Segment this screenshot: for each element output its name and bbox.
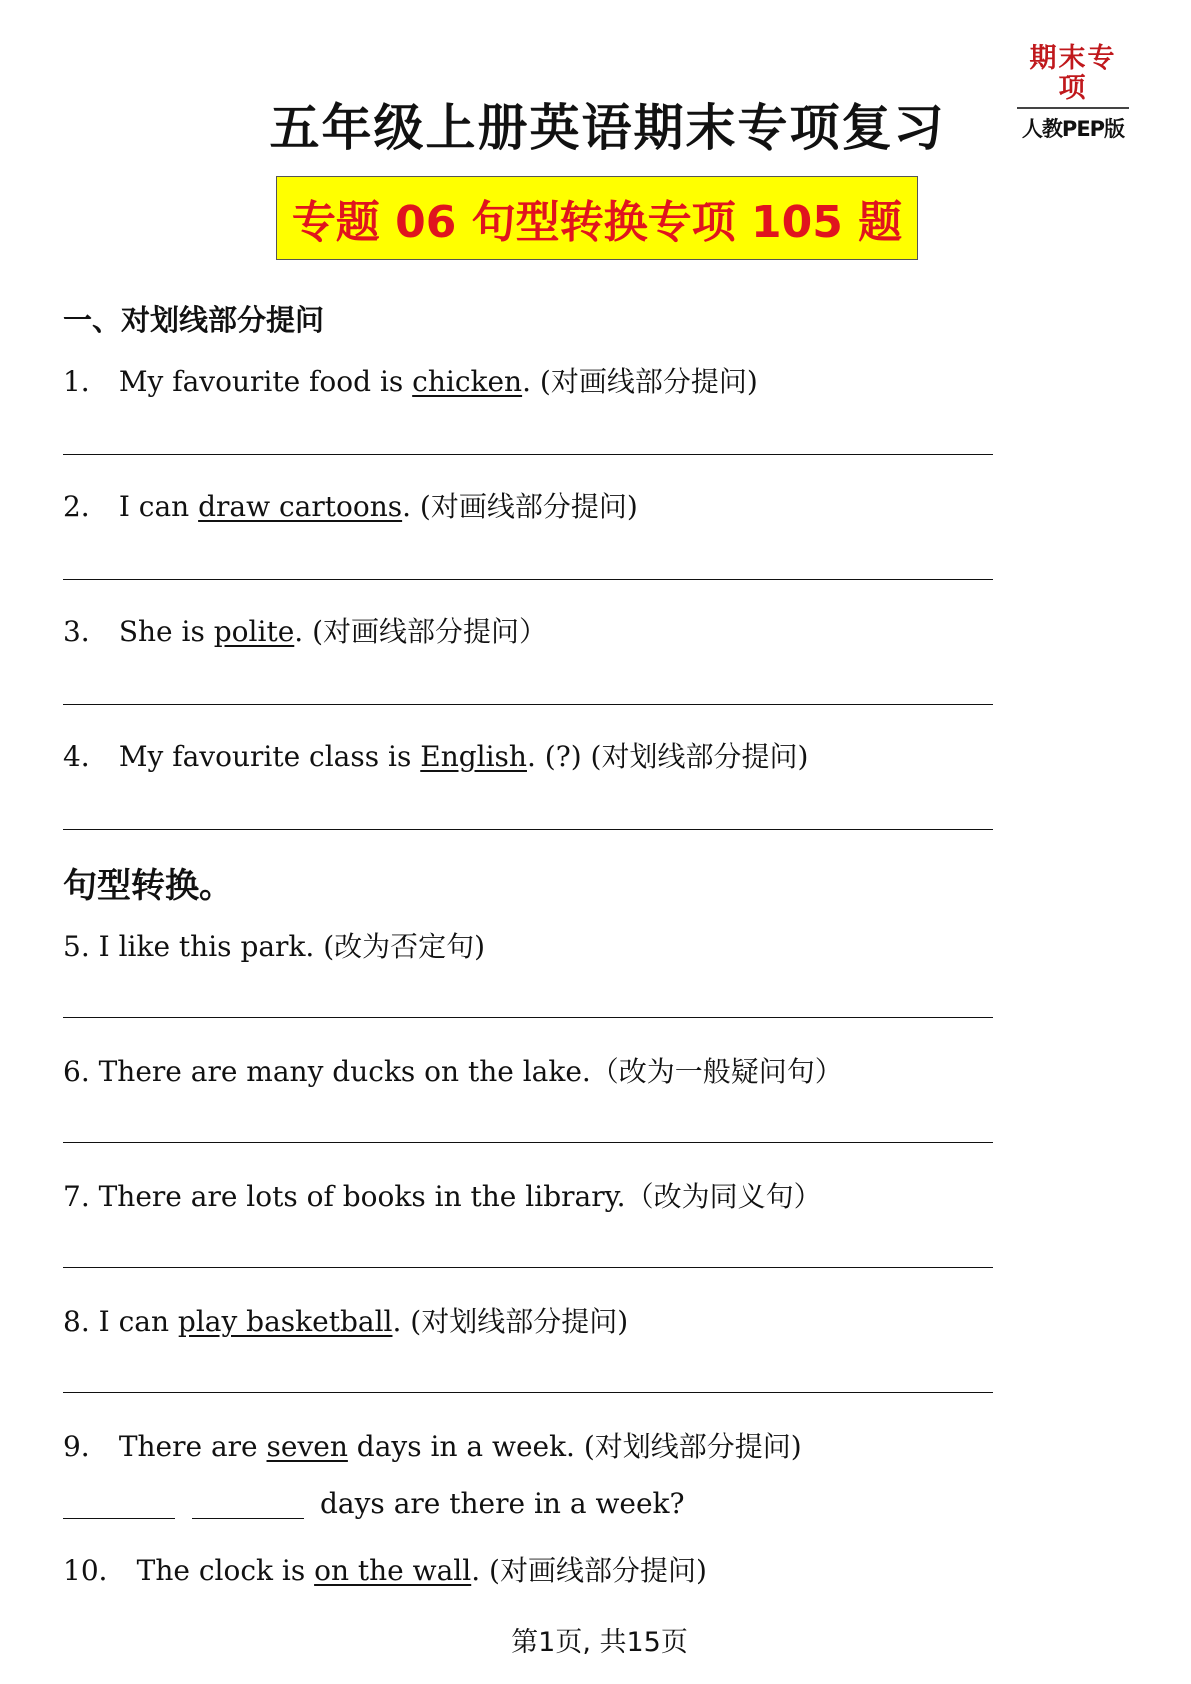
question-4 — [63, 735, 808, 775]
answer-line-6[interactable] — [63, 1142, 993, 1143]
question-text: I like this park. (改为否定句) — [89, 930, 486, 963]
question-instruction: days in a week. (对划线部分提问) — [347, 1430, 802, 1463]
page-title: 五年级上册英语期末专项复习 — [269, 99, 946, 157]
question-text: The clock is — [136, 1554, 315, 1587]
question-number: 8. — [63, 1305, 90, 1338]
question-number: 10． — [63, 1554, 127, 1587]
question-10 — [63, 1549, 707, 1589]
question-instruction: . (对画线部分提问) — [471, 1554, 707, 1587]
question-8 — [63, 1300, 628, 1340]
underlined-part: play basketball — [177, 1305, 393, 1338]
answer-line-2[interactable] — [63, 579, 993, 580]
question-text: There are many ducks on the lake.（改为一般疑问句） — [89, 1055, 843, 1088]
blank-2[interactable] — [192, 1518, 304, 1519]
answer-line-4[interactable] — [63, 829, 993, 830]
question-6 — [63, 1050, 843, 1090]
question-number: 9． — [63, 1430, 109, 1463]
question-1 — [63, 360, 758, 400]
question-number: 3． — [63, 615, 109, 648]
badge-top-text: 期末专项 — [1017, 44, 1129, 109]
question-5 — [63, 925, 485, 965]
underlined-part: English — [420, 740, 527, 773]
answer-line-3[interactable] — [63, 704, 993, 705]
question-text: My favourite class is — [118, 740, 421, 773]
question-text: My favourite food is — [118, 365, 413, 398]
section-heading-1: 一、对划线部分提问 — [63, 303, 325, 337]
question-text: She is — [118, 615, 214, 648]
blank-1[interactable] — [63, 1518, 175, 1519]
question-instruction: . (对划线部分提问) — [392, 1305, 629, 1338]
question-2 — [63, 485, 638, 525]
question-text: There are — [118, 1430, 267, 1463]
topic-banner — [276, 176, 918, 260]
answer-line-5[interactable] — [63, 1017, 993, 1018]
underlined-part: polite — [213, 615, 295, 648]
question-number: 4． — [63, 740, 109, 773]
section-heading-2: 句型转换。 — [63, 866, 233, 906]
question-instruction: . (?) (对划线部分提问) — [526, 740, 809, 773]
underlined-part: seven — [266, 1430, 348, 1463]
q9-answer-sentence: days are there in a week? — [320, 1487, 685, 1520]
topic-banner-text: 专题 06 句型转换专项 105 题 — [291, 197, 903, 248]
badge-bottom-text: 人教PEP版 — [1021, 117, 1125, 142]
question-7 — [63, 1175, 822, 1215]
question-instruction: . (对画线部分提问） — [294, 615, 547, 648]
question-number: 6. — [63, 1055, 90, 1088]
answer-line-8[interactable] — [63, 1392, 993, 1393]
question-text: I can — [89, 1305, 178, 1338]
answer-line-7[interactable] — [63, 1267, 993, 1268]
underlined-part: draw cartoons — [198, 490, 403, 523]
answer-line-1[interactable] — [63, 454, 993, 455]
question-9 — [63, 1425, 802, 1465]
underlined-part: on the wall — [314, 1554, 472, 1587]
question-number: 5. — [63, 930, 90, 963]
question-number: 2． — [63, 490, 109, 523]
question-number: 1． — [63, 365, 109, 398]
question-text: I can — [118, 490, 199, 523]
question-instruction: . (对画线部分提问) — [402, 490, 638, 523]
question-number: 7. — [63, 1180, 90, 1213]
question-text: There are lots of books in the library.（改为同义句） — [89, 1180, 822, 1213]
question-3 — [63, 610, 547, 650]
question-instruction: . (对画线部分提问) — [522, 365, 758, 398]
page-number: 第1页, 共15页 — [511, 1627, 688, 1658]
underlined-part: chicken — [412, 365, 523, 398]
